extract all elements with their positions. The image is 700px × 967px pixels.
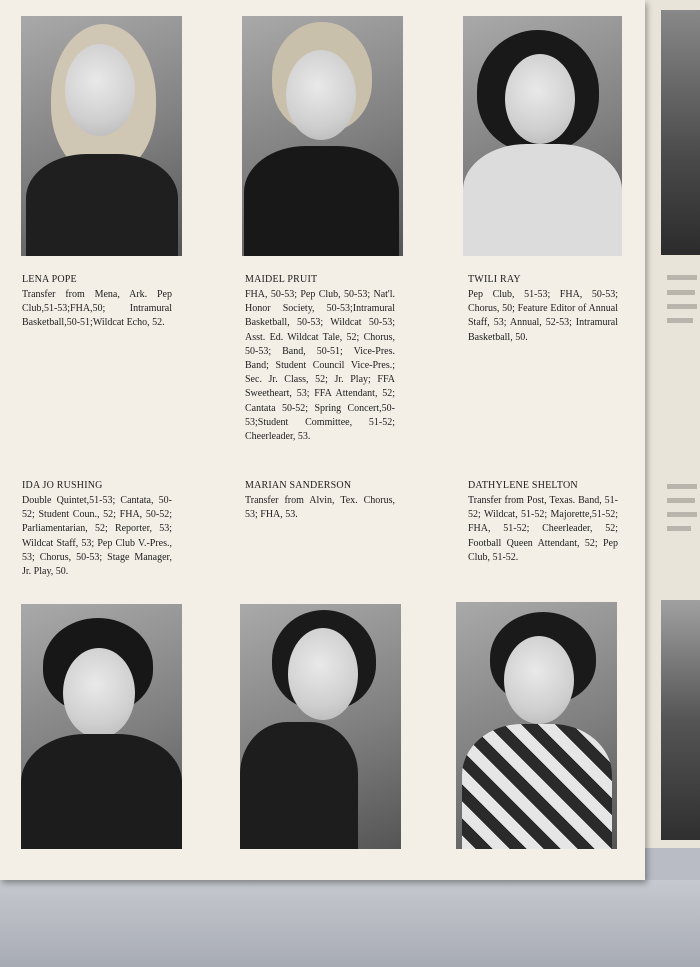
student-activities: Double Quintet,51-53; Cantata, 50-52; Student Coun., 52; FHA, 50-52; Parliamentarian, 52; Reporter, 53; Wildcat Staff, 53; Pep Club V.-Pres., 53; Chorus, 50-53; Stage Manager, Jr. Play, 50. — [22, 495, 172, 578]
portrait-photo-dathylene-shelton — [456, 602, 617, 849]
student-activities: Transfer from Post, Texas. Band, 51-52; Wildcat, 51-52; Majorette,51-52; FHA, 51-52; Cheerleader, 52; Football Queen Attendant, 52; Pep Club, 51-52. — [468, 495, 618, 563]
student-name: IDA JO RUSHING — [22, 480, 103, 491]
student-activities: Transfer from Alvin, Tex. Chorus, 53; FHA, 53. — [245, 495, 395, 521]
background-surface — [0, 880, 700, 967]
portrait-photo-marian-sanderson — [240, 604, 401, 849]
portrait-photo-ida-jo-rushing — [21, 604, 182, 849]
portrait-photo-lena-pope — [21, 16, 182, 256]
student-name: LENA POPE — [22, 274, 77, 285]
student-name: MAIDEL PRUIT — [245, 274, 318, 285]
adjacent-text-fragment — [667, 512, 697, 517]
adjacent-portrait-photo — [661, 600, 700, 840]
student-activities: Pep Club, 51-53; FHA, 50-53; Chorus, 50; Feature Editor of Annual Staff, 53; Annual, 52-53; Intramural Basketball, 50. — [468, 289, 618, 343]
adjacent-text-fragment — [667, 275, 697, 280]
student-name: TWILI RAY — [468, 274, 521, 285]
portrait-photo-twili-ray — [463, 16, 622, 256]
adjacent-text-fragment — [667, 484, 697, 489]
student-name: DATHYLENE SHELTON — [468, 480, 578, 491]
adjacent-portrait-photo — [661, 10, 700, 255]
student-name: MARIAN SANDERSON — [245, 480, 352, 491]
adjacent-text-fragment — [667, 498, 695, 503]
adjacent-text-fragment — [667, 318, 693, 323]
student-activities: FHA, 50-53; Pep Club, 50-53; Nat'l. Honor Society, 50-53;Intramural Basketball, 50-53; Wildcat 50-53; Asst. Ed. Wildcat Tale, 52; Chorus, 50-53; Band, 50-51; Vice-Pres. Band; Student Council Vice-Pres.; Sec. Jr. Class, 52; Jr. Play; FFA Sweetheart, 53; FFA Attendant, 52; Cantata 50-52; Spring Concert,50-53;Student Committee, 51-52; Cheerleader, 53. — [245, 289, 395, 443]
student-activities: Transfer from Mena, Ark. Pep Club,51-53;FHA,50; Intramural Basketball,50-51;Wildcat Echo, 52. — [22, 289, 172, 329]
adjacent-text-fragment — [667, 304, 697, 309]
adjacent-text-fragment — [667, 526, 691, 531]
adjacent-text-fragment — [667, 290, 695, 295]
portrait-photo-maidel-pruit — [242, 16, 403, 256]
adjacent-page-edge — [636, 0, 700, 848]
